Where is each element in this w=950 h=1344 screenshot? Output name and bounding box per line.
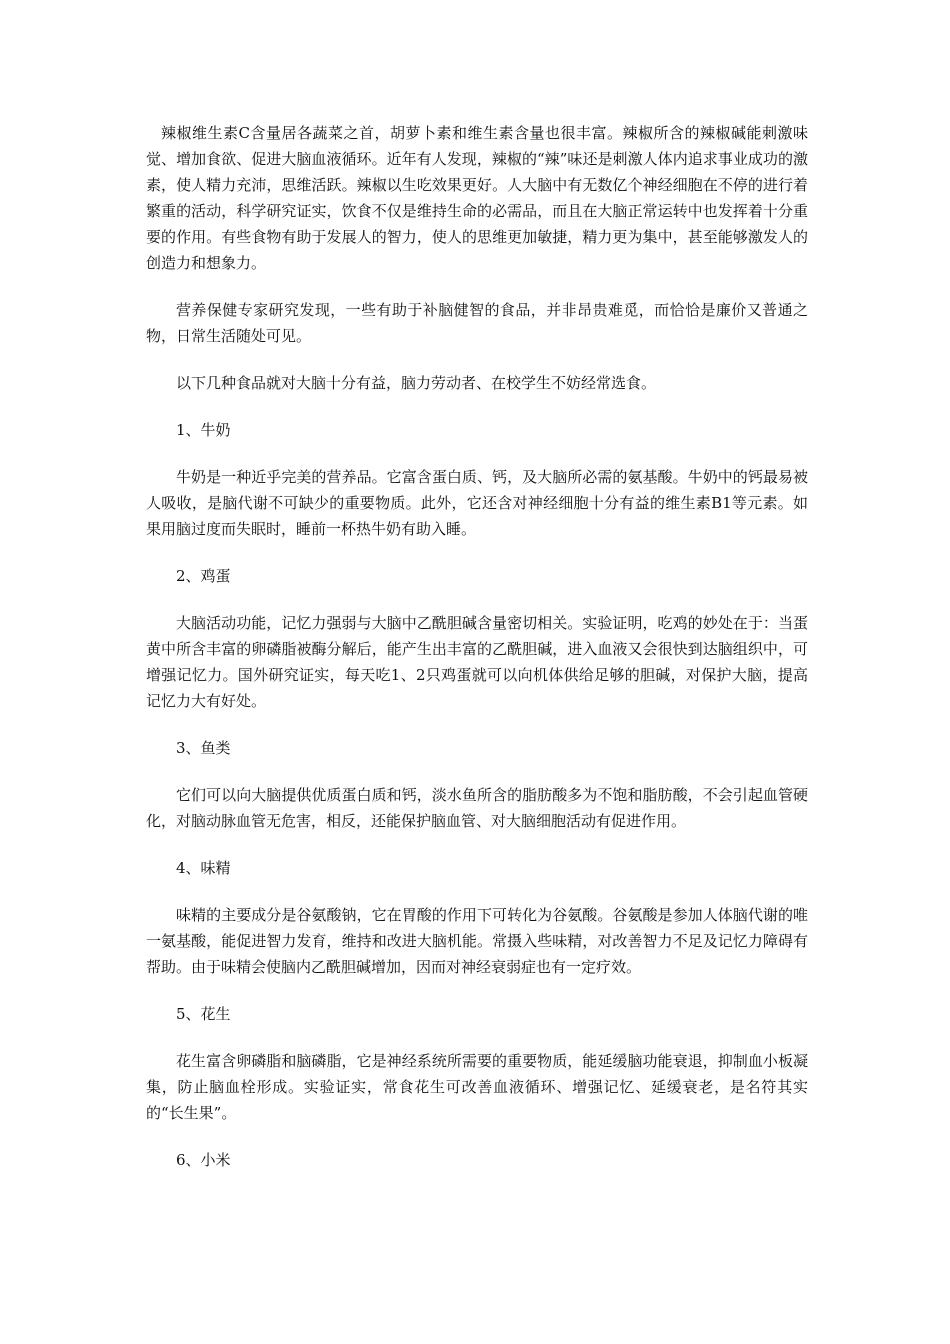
section-body-peanut: 花生富含卵磷脂和脑磷脂，它是神经系统所需要的重要物质，能延缓脑功能衰退，抑制血小板凝集，防止脑血栓形成。实验证实，常食花生可改善血液循环、增强记忆、延缓衰老，是名符其实的“长生果”。 <box>146 1052 808 1122</box>
intro-paragraph-3: 以下几种食品就对大脑十分有益，脑力劳动者、在校学生不妨经常选食。 <box>176 374 657 392</box>
section-heading-peanut: 5、花生 <box>176 1005 231 1023</box>
document-page <box>146 120 808 1194</box>
section-heading-milk: 1、牛奶 <box>176 421 231 439</box>
section-heading-egg: 2、鸡蛋 <box>176 567 231 585</box>
section-body-fish: 它们可以向大脑提供优质蛋白质和钙，淡水鱼所含的脂肪酸多为不饱和脂肪酸，不会引起血管硬化，对脑动脉血管无危害，相反，还能保护脑血管、对大脑细胞活动有促进作用。 <box>146 786 808 830</box>
section-heading-msg: 4、味精 <box>176 859 231 877</box>
section-heading-fish: 3、鱼类 <box>176 739 231 757</box>
intro-paragraph-1: 辣椒维生素C含量居各蔬菜之首，胡萝卜素和维生素含量也很丰富。辣椒所含的辣椒碱能刺激味觉、增加食欲、促进大脑血液循环。近年有人发现，辣椒的“辣”味还是刺激人体内追求事业成功的激素，使人精力充沛，思维活跃。辣椒以生吃效果更好。人大脑中有无数亿个神经细胞在不停的进行着繁重的活动，科学研究证实，饮食不仅是维持生命的必需品，而且在大脑正常运转中也发挥着十分重要的作用。有些食物有助于发展人的智力，使人的思维更加敏捷，精力更为集中，甚至能够激发人的创造力和想象力。 <box>146 124 808 272</box>
section-heading-millet: 6、小米 <box>176 1151 231 1169</box>
section-body-milk: 牛奶是一种近乎完美的营养品。它富含蛋白质、钙，及大脑所必需的氨基酸。牛奶中的钙最易被人吸收，是脑代谢不可缺少的重要物质。此外，它还含对神经细胞十分有益的维生素B1等元素。如果用脑过度而失眠时，睡前一杯热牛奶有助入睡。 <box>146 468 808 538</box>
section-body-egg: 大脑活动功能，记忆力强弱与大脑中乙酰胆碱含量密切相关。实验证明，吃鸡的妙处在于：当蛋黄中所含丰富的卵磷脂被酶分解后，能产生出丰富的乙酰胆碱，进入血液又会很快到达脑组织中，可增强记忆力。国外研究证实，每天吃1、2只鸡蛋就可以向机体供给足够的胆碱，对保护大脑，提高记忆力大有好处。 <box>146 614 808 710</box>
intro-paragraph-2: 营养保健专家研究发现，一些有助于补脑健智的食品，并非昂贵难觅，而恰恰是廉价又普通之物，日常生活随处可见。 <box>146 301 808 345</box>
section-body-msg: 味精的主要成分是谷氨酸钠，它在胃酸的作用下可转化为谷氨酸。谷氨酸是参加人体脑代谢的唯一氨基酸，能促进智力发育，维持和改进大脑机能。常摄入些味精，对改善智力不足及记忆力障碍有帮助。由于味精会使脑内乙酰胆碱增加，因而对神经衰弱症也有一定疗效。 <box>146 906 808 976</box>
